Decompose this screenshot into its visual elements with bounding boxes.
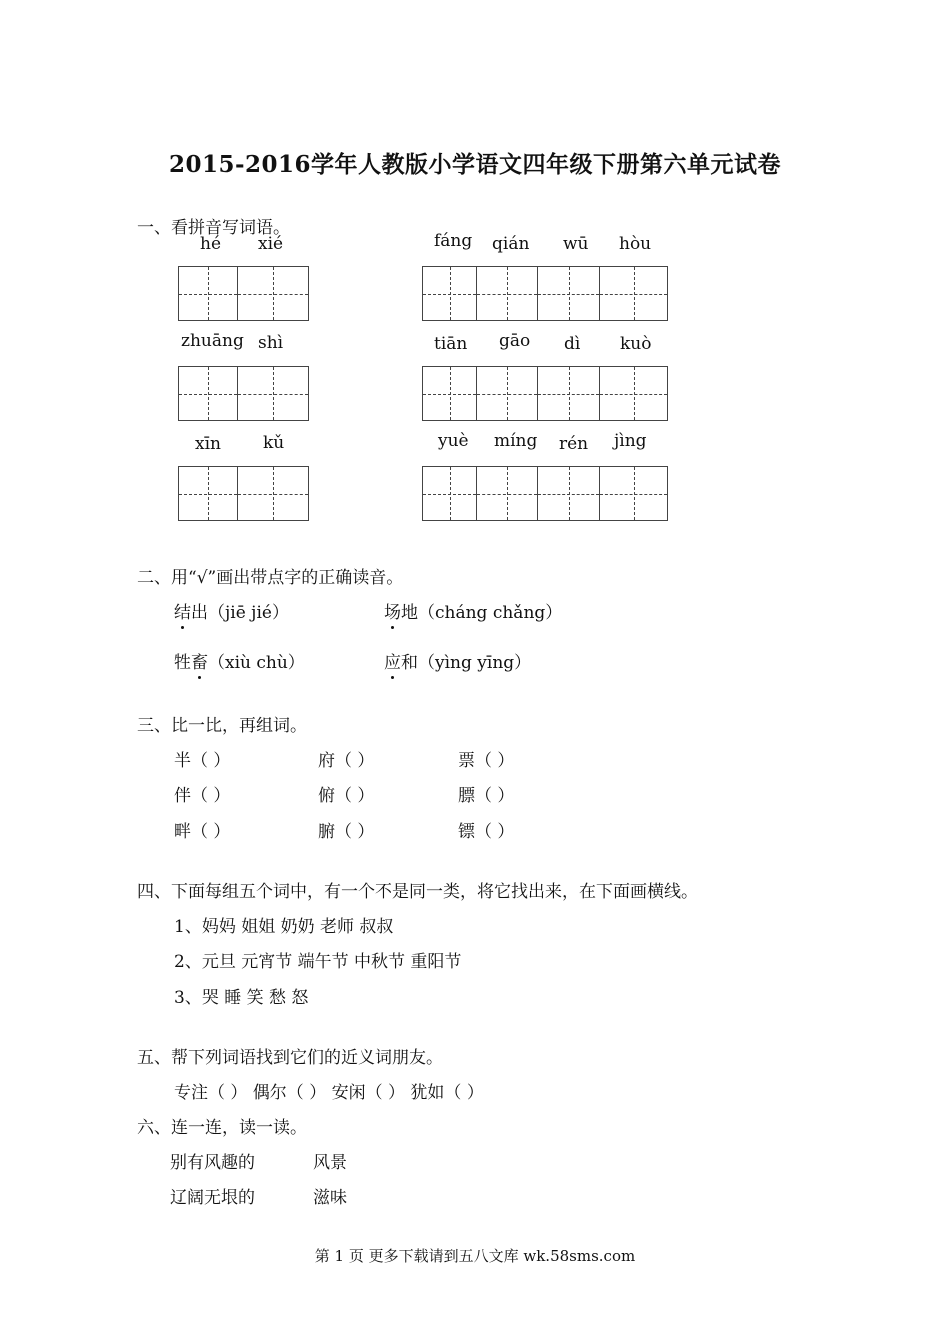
word-item: 府（ ） <box>318 751 375 771</box>
pinyin: wū <box>563 234 589 254</box>
word-item: 伴（ ） <box>174 786 231 806</box>
writing-grid[interactable] <box>178 466 309 521</box>
word-item: 腑（ ） <box>318 822 375 842</box>
word-item: 畔（ ） <box>174 822 231 842</box>
reading-item: 牲畜（xiù chù） <box>174 648 305 673</box>
writing-grid[interactable] <box>178 266 309 321</box>
synonym-line: 专注（ ） 偶尔（ ） 安闲（ ） 犹如（ ） <box>174 1083 484 1103</box>
writing-grid[interactable] <box>422 366 668 421</box>
pinyin: zhuāng <box>181 331 244 351</box>
word-group: 1、妈妈 姐姐 奶奶 老师 叔叔 <box>174 917 394 937</box>
pinyin: kuò <box>620 334 652 354</box>
pinyin: hòu <box>619 234 652 254</box>
pinyin: xié <box>258 234 284 254</box>
pinyin: jìng <box>614 431 647 451</box>
reading-item: 结出（jiē jié） <box>174 598 289 623</box>
pinyin: fáng <box>434 231 473 251</box>
pinyin: xīn <box>195 434 221 454</box>
reading-item: 场地（cháng chǎng） <box>384 598 562 623</box>
pinyin: rén <box>559 434 589 454</box>
section-6-heading: 六、连一连，读一读。 <box>137 1118 307 1138</box>
word-item: 镖（ ） <box>458 822 515 842</box>
reading-item: 应和（yìng yīng） <box>384 648 531 673</box>
writing-grid[interactable] <box>178 366 309 421</box>
writing-grid[interactable] <box>422 266 668 321</box>
word-item: 俯（ ） <box>318 786 375 806</box>
pinyin: shì <box>258 333 284 353</box>
writing-grid[interactable] <box>422 466 668 521</box>
pinyin: yuè <box>438 431 469 451</box>
word-group: 2、元旦 元宵节 端午节 中秋节 重阳节 <box>174 952 462 972</box>
pinyin: dì <box>564 334 581 354</box>
pinyin: hé <box>200 234 222 254</box>
match-right: 滋味 <box>313 1188 347 1208</box>
pinyin: kǔ <box>263 433 285 453</box>
match-left: 别有风趣的 <box>170 1153 255 1173</box>
word-group: 3、哭 睡 笑 愁 怒 <box>174 988 309 1008</box>
section-2-heading: 二、用“√”画出带点字的正确读音。 <box>137 568 404 588</box>
pinyin: tiān <box>434 334 468 354</box>
section-3-heading: 三、比一比，再组词。 <box>137 716 307 736</box>
word-item: 票（ ） <box>458 751 515 771</box>
word-item: 半（ ） <box>174 751 231 771</box>
pinyin: gāo <box>499 331 531 351</box>
section-5-heading: 五、帮下列词语找到它们的近义词朋友。 <box>137 1048 443 1068</box>
pinyin: qián <box>492 234 530 254</box>
word-item: 膘（ ） <box>458 786 515 806</box>
section-4-heading: 四、下面每组五个词中，有一个不是同一类，将它找出来，在下面画横线。 <box>137 882 698 902</box>
match-left: 辽阔无垠的 <box>170 1188 255 1208</box>
page-title: 2015-2016学年人教版小学语文四年级下册第六单元试卷 <box>168 151 782 178</box>
page-footer: 第 1 页 更多下载请到五八文库 wk.58sms.com <box>314 1247 636 1265</box>
match-right: 风景 <box>313 1153 347 1173</box>
pinyin: míng <box>494 431 538 451</box>
section-1-heading: 一、看拼音写词语。 <box>137 218 290 238</box>
